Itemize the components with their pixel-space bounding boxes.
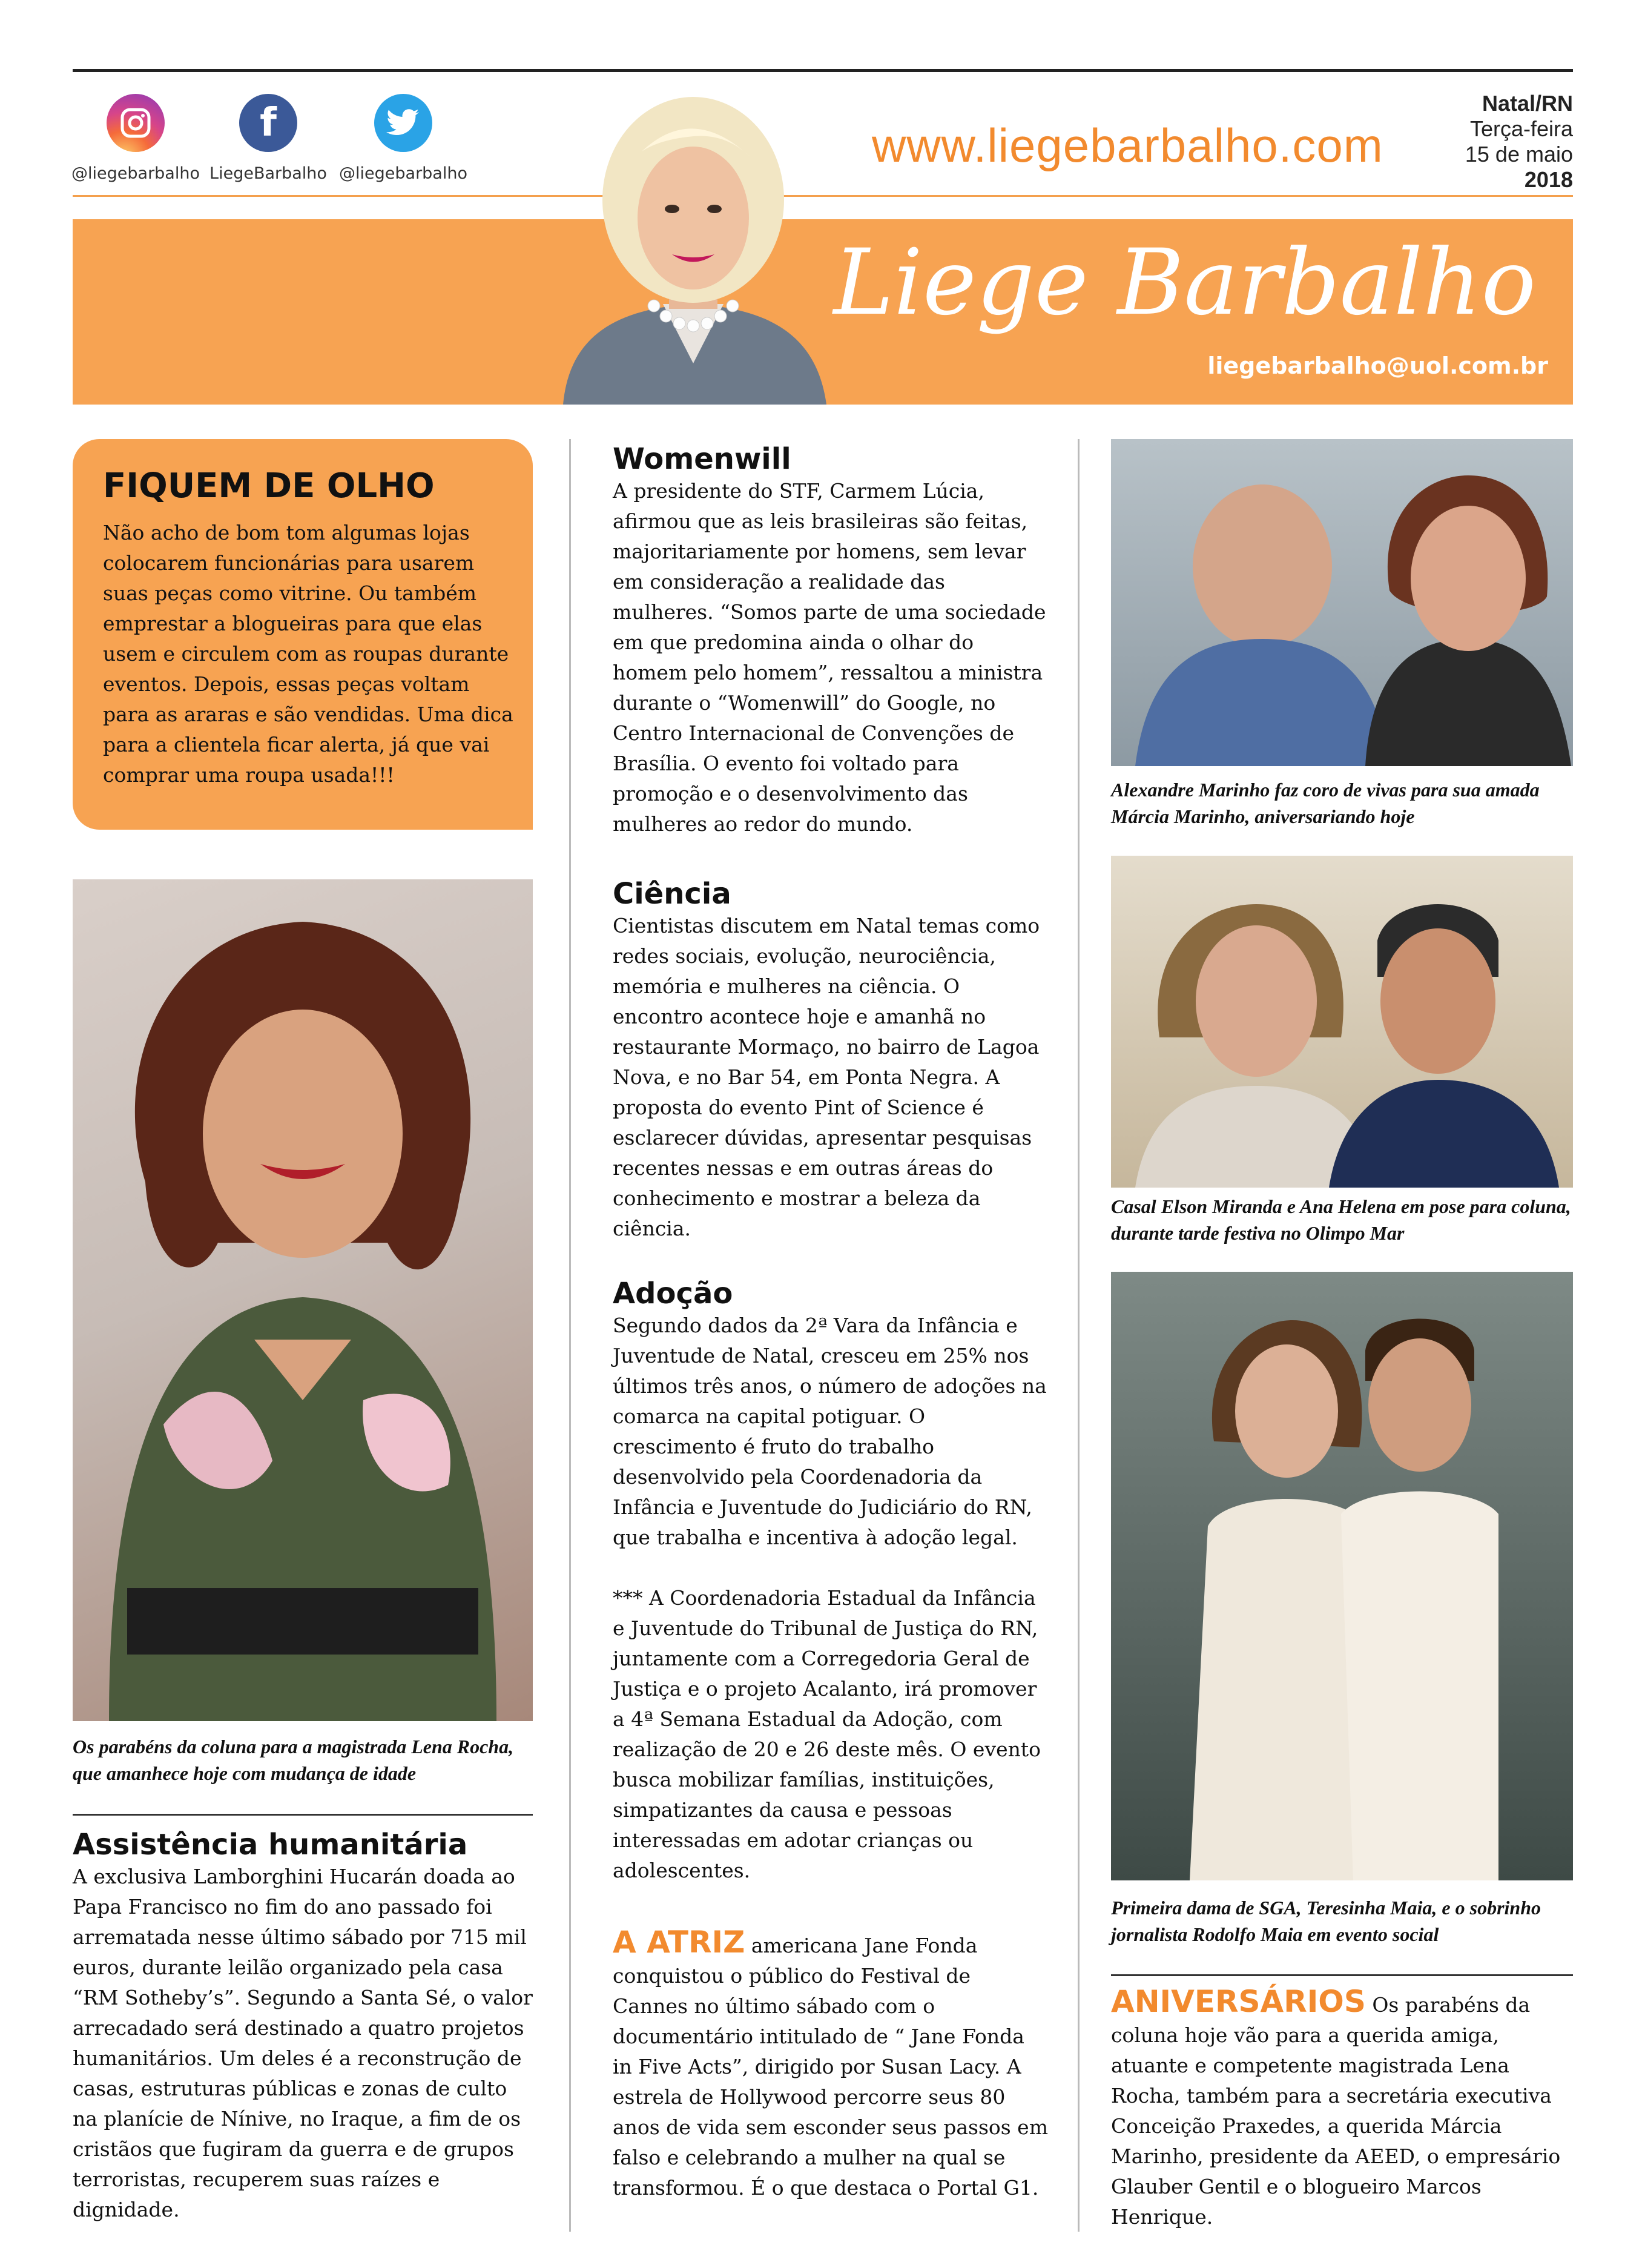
date-day: 15 de maio [1465, 142, 1573, 167]
aniversarios-rule [1111, 1974, 1573, 1976]
facebook-link[interactable] [202, 94, 335, 183]
callout-title: FIQUEM DE OLHO [103, 466, 435, 506]
section-assistencia [73, 1828, 533, 2225]
date-block [1465, 91, 1573, 193]
date-city: Natal/RN [1482, 91, 1573, 116]
aniversarios-text: Os parabéns da coluna hoje vão para a querida amiga, atuante e competente magistrada Lena Rocha, também para a secretária executiva Conceição Praxedes, a querida Márcia Marinho, presidente da AEED, o empresário Glauber Gentil e o blogueiro Marcos Henrique. [1111, 1993, 1561, 2229]
caption-marinho: Alexandre Marinho faz coro de vivas para sua amada Márcia Marinho, aniversariando hoje [1111, 779, 1540, 827]
twitter-icon [374, 94, 432, 152]
section-ciencia [613, 877, 1049, 1244]
columnist-email[interactable]: liegebarbalho@uol.com.br [1207, 352, 1548, 379]
section-atriz [613, 1927, 1049, 2203]
section-adocao [613, 1277, 1049, 1886]
womenwill-title: Womenwill [613, 442, 791, 476]
ciencia-text: Cientistas discutem em Natal temas como redes sociais, evolução, neurociência, memória e mulheres na ciência. O encontro acontece hoje e amanhã no restaurante Mormaço, no bairro de Lagoa Nova, e no Bar 54, em Ponta Negra. A proposta do evento Pint of Science é esclarecer dúvidas, apresentar pesquisas recentes nessas e em outras áreas do conhecimento e mostrar a beleza da ciência. [613, 914, 1040, 1240]
facebook-handle: LiegeBarbalho [209, 164, 327, 183]
caption-maia: Primeira dama de SGA, Teresinha Maia, e o sobrinho jornalista Rodolfo Maia em evento social [1111, 1897, 1541, 1945]
instagram-link[interactable] [69, 94, 202, 183]
photo-lena-rocha [73, 879, 533, 1721]
instagram-handle: @liegebarbalho [71, 164, 200, 183]
callout-text: Não acho de bom tom algumas lojas colocarem funcionárias para usarem suas peças como vitrine. Ou também emprestar a blogueiras para que elas usem e circulem com as roupas durante eventos. Depois, essas peças voltam para as araras e são vendidas. Uma dica para a clientela ficar alerta, já que vai comprar uma roupa usada!!! [103, 521, 513, 787]
caption-lena-rocha: Os parabéns da coluna para a magistrada Lena Rocha, que amanhece hoje com mudança de idade [73, 1736, 514, 1784]
photo-maia [1111, 1272, 1573, 1880]
adocao-text: Segundo dados da 2ª Vara da Infância e Juventude de Natal, cresceu em 25% nos últimos três anos, o número de adoções na comarca na capital potiguar. O crescimento é fruto do trabalho desenvolvido pela Coordenadoria da Infância e Juventude do Judiciário do RN, que trabalha e incentiva à adoção legal. [613, 1314, 1047, 1549]
section-aniversarios [1111, 1986, 1573, 2232]
photo-elson-miranda [1111, 856, 1573, 1188]
assistencia-rule [73, 1814, 533, 1816]
top-rule [73, 69, 1573, 72]
website-url[interactable]: www.liegebarbalho.com [872, 119, 1383, 172]
date-year: 2018 [1524, 167, 1573, 192]
womenwill-text: A presidente do STF, Carmem Lúcia, afirmou que as leis brasileiras são feitas, majoritariamente por homens, sem levar em consideração a realidade das mulheres. “Somos parte de uma sociedade em que predomina ainda o olhar do homem pelo homem”, ressaltou a ministra durante o “Womenwill” do Google, no Centro Internacional de Convenções de Brasília. O evento foi voltado para promoção e o desenvolvimento das mulheres ao redor do mundo. [613, 479, 1046, 836]
atriz-lead: A ATRIZ [613, 1925, 745, 1960]
aniversarios-lead: ANIVERSÁRIOS [1111, 1984, 1366, 2019]
facebook-icon: f [239, 94, 297, 152]
section-womenwill [613, 442, 1049, 839]
assistencia-text: A exclusiva Lamborghini Hucarán doada ao Papa Francisco no fim do ano passado foi arrematada nesse último sábado por 715 mil euros, durante leilão organizado pela casa “RM Sotheby’s”. Segundo a Santa Sé, o valor arrecadado será destinado a quatro projetos humanitários. Um deles é a reconstrução de casas, estruturas públicas e zonas de culto na planície de Nínive, no Iraque, a fim de os cristãos que fugiram da guerra e de grupos terroristas, recuperem suas raízes e dignidade. [73, 1865, 533, 2221]
adocao-text-2: *** A Coordenadoria Estadual da Infância e Juventude do Tribunal de Justiça do RN, juntamente com a Corregedoria Geral de Justiça e o projeto Acalanto, irá promover a 4ª Semana Estadual da Adoção, com realização de 20 e 26 deste mês. O evento busca mobilizar famílias, instituições, simpatizantes da causa e pessoas interessadas em adotar crianças ou adolescentes. [613, 1586, 1041, 1882]
column-divider-right [1078, 439, 1080, 2232]
photo-marinho [1111, 439, 1573, 766]
callout-box [73, 439, 533, 830]
assistencia-title: Assistência humanitária [73, 1828, 468, 1862]
adocao-title: Adoção [613, 1277, 733, 1311]
instagram-icon [107, 94, 165, 152]
ciencia-title: Ciência [613, 877, 731, 911]
caption-elson-miranda: Casal Elson Miranda e Ana Helena em pose para coluna, durante tarde festiva no Olimpo Mar [1111, 1195, 1571, 1244]
columnist-name: Liege Barbalho [833, 230, 1536, 336]
column-divider-left [569, 439, 571, 2232]
columnist-portrait [545, 79, 842, 405]
twitter-link[interactable] [337, 94, 470, 183]
date-weekday: Terça-feira [1469, 116, 1573, 141]
atriz-text: americana Jane Fonda conquistou o público do Festival de Cannes no último sábado com o documentário intitulado de “ Jane Fonda in Five Acts”, dirigido por Susan Lacy. A estrela de Hollywood percorre seus 80 anos de vida sem esconder seus passos em falso e celebrando a mulher na qual se transformou. É o que destaca o Portal G1. [613, 1934, 1049, 2200]
twitter-handle: @liegebarbalho [339, 164, 467, 183]
